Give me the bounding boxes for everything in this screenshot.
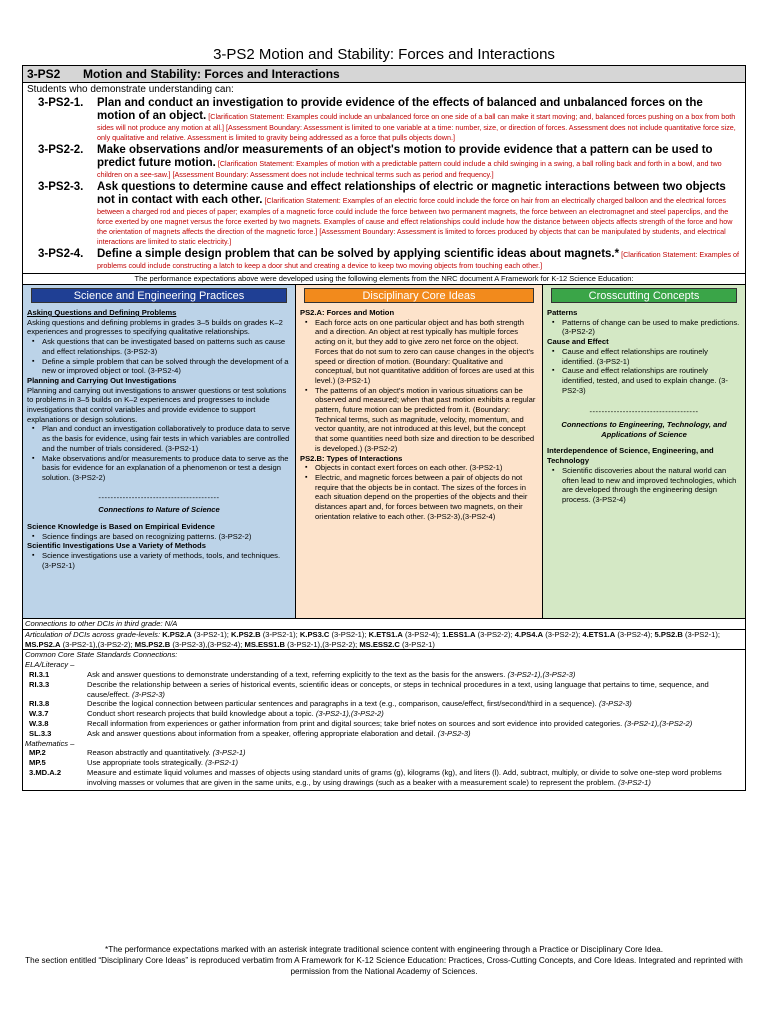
- dci-code: MS.ESS2.C: [359, 639, 400, 649]
- list-item: ▪ Each force acts on one particular object and has both strength and a direction. An object at rest typically has multiple forces acting on it, but they add to give zero net force on the object. Forces that do not sum to zero can cause changes in the object's speed or direction of motion. (Boundary: Qualitative and conceptual, but not quantitative addition of forces are used at this level.) (3-PS2-1): [300, 318, 538, 386]
- ccss-text: Recall information from experiences or gather information from print and digital sources; take brief notes on sources and sort evidence into provided categories.: [87, 718, 623, 728]
- dci-code: 5.PS2.B: [654, 629, 683, 639]
- ccss-standard: [25, 729, 743, 739]
- ccss-code: W.3.8: [29, 718, 49, 728]
- ccss-standard: [25, 719, 743, 729]
- ccss-text: Ask and answer questions about information from a speaker, offering appropriate elaboration and detail.: [87, 728, 436, 738]
- dci-code: 4.PS4.A: [514, 629, 544, 639]
- dci-code: K.PS3.C: [299, 629, 330, 639]
- dci-refs: (3-PS2-1);: [262, 629, 298, 639]
- dci-refs: (3-PS2-1): [402, 639, 435, 649]
- pe-clarification: [Clarification Statement: Examples of an electric force could include the force on hair from an electrically charged balloon and the electrical forces between a charged rod and pieces of paper; examples of a magnetic force could include the force between two permanent magnets, the force between an electromagnet and steel paperclips, and the force exerted by one magnet versus the force exerted by two magnets. Examples of cause and effect relationships could include how the distance between objects affects strength of the force and how the orientation of magnets affects the direction of the magnetic force.] [Assessment Boundary: Assessment is limited to forces produced by objects that can be manipulated by students, and electrical interactions are limited to static electricity.]: [97, 196, 733, 246]
- ccss-code: RI.3.3: [29, 679, 50, 689]
- framework-source-note: The performance expectations above were developed using the following elements from the NRC document A Framework for K-12 Science Education:: [23, 273, 745, 285]
- sep-paragraph: Asking questions and defining problems in grades 3–5 builds on grades K–2 experiences and progresses to specifying qualitative relationships.: [27, 317, 283, 337]
- footer-permission-note: The section entitled “Disciplinary Core Ideas” is reproduced verbatim from A Framework for K-12 Science Education: Practices, Cross-Cutting Concepts, and Core Ideas. Integrated and reprinted with permission from the National Academy of Sciences.: [25, 956, 743, 976]
- divider: ------------------------------------: [589, 407, 699, 417]
- dci-subheading: PS2.A: Forces and Motion: [300, 308, 395, 317]
- ccc-column: [543, 285, 745, 618]
- ccss-standard: [25, 768, 743, 788]
- dci-code: MS.PS2.A: [25, 639, 61, 649]
- ccss-code: 3.MD.A.2: [29, 767, 62, 777]
- ccc-heading: Crosscutting Concepts: [551, 288, 737, 303]
- ccss-ref: (3-PS2-1),(3-PS2-2): [624, 718, 693, 728]
- pe-intro: Students who demonstrate understanding can:: [27, 84, 234, 95]
- ccss-math-label: Mathematics –: [25, 738, 75, 748]
- ccc-subheading: Patterns: [547, 308, 578, 317]
- performance-expectation: [27, 97, 739, 143]
- ccss-code: W.3.7: [29, 709, 49, 719]
- dci-refs: (3-PS2-4);: [404, 629, 441, 639]
- dci-code: MS.PS2.B: [134, 639, 171, 649]
- dci-subheading: PS2.B: Types of Interactions: [300, 453, 403, 463]
- sep-heading: Science and Engineering Practices: [31, 288, 287, 303]
- ccss-connections: [23, 650, 745, 789]
- sep-column: [23, 285, 296, 618]
- list-item: ▪ Science findings are based on recognizing patterns. (3-PS2-2): [27, 532, 291, 542]
- dci-refs: (3-PS2-1);: [684, 629, 720, 639]
- dci-refs: (3-PS2-1),(3-PS2-2);: [62, 639, 133, 649]
- foundation-boxes: [23, 285, 745, 619]
- ccss-text: Conduct short research projects that build knowledge about a topic.: [87, 709, 314, 719]
- ccss-ela-label: ELA/Literacy –: [25, 660, 75, 670]
- ccss-text: Ask and answer questions to demonstrate understanding of a text, referring explicitly to the text as the basis for the answers.: [87, 669, 506, 679]
- ccss-ref: (3-PS2-1): [205, 758, 238, 768]
- standard-code: 3-PS2: [27, 67, 61, 81]
- dci-refs: (3-PS2-2);: [545, 629, 581, 639]
- dci-code: 4.ETS1.A: [582, 629, 616, 639]
- ccss-text: Reason abstractly and quantitatively.: [87, 748, 211, 758]
- ccss-ref: (3-PS2-1): [618, 777, 651, 787]
- list-item: ▪ Scientific discoveries about the natural world can often lead to new and improved technologies, which are developed through the engineering design process. (3-PS2-4): [547, 466, 741, 505]
- list-item: ▪ Ask questions that can be investigated based on patterns such as cause and effect relationships. (3-PS2-3): [27, 337, 291, 356]
- dci-heading: Disciplinary Core Ideas: [304, 288, 534, 303]
- pe-body: [97, 248, 739, 271]
- pe-clarification: [Clarification Statement: Examples of problems could include constructing a latch to keep a door shut and creating a device to keep two moving objects from touching each other.]: [97, 250, 739, 270]
- dci-refs: (3-PS2-4);: [617, 629, 653, 639]
- ccss-code: MP.2: [29, 748, 46, 758]
- ccc-subheading: Cause and Effect: [547, 337, 609, 347]
- ccss-ref: (3-PS2-3): [132, 689, 165, 699]
- sep-subheading: Asking Questions and Defining Problems: [27, 308, 177, 317]
- divider: ----------------------------------------: [98, 492, 220, 502]
- performance-expectation: [27, 181, 739, 247]
- ccss-ref: (3-PS2-3): [598, 699, 632, 709]
- ccss-code: RI.3.8: [29, 699, 50, 709]
- articulation-row: [23, 630, 745, 651]
- connections-heading: Connections to Engineering, Technology, and Applications of Science: [561, 420, 727, 439]
- sep-subheading: Planning and Carrying Out Investigations: [27, 375, 177, 385]
- ccss-text: Measure and estimate liquid volumes and masses of objects using standard units of grams (g), kilograms (kg), and liters (l). Add, subtract, multiply, or divide to solve one-step word problems involving masses or volumes that are given in the same units, e.g., by using drawings (such as a beaker with a measurement scale) to represent the problem.: [87, 767, 722, 787]
- sep-subheading: Scientific Investigations Use a Variety of Methods: [27, 541, 206, 551]
- standards-table: [22, 65, 746, 791]
- list-item: ▪ Electric, and magnetic forces between a pair of objects do not require that the objects be in contact. The sizes of the forces in each situation depend on the properties of the objects and their distances apart and, for forces between two magnets, on their orientation relative to each other. (3-PS2-3),(3-PS2-4): [300, 473, 538, 522]
- dci-refs: (3-PS2-1);: [331, 629, 367, 639]
- ccss-standard: [25, 758, 743, 768]
- ccss-ref: (3-PS2-1): [212, 748, 246, 758]
- sep-subheading: Science Knowledge is Based on Empirical Evidence: [27, 522, 215, 532]
- ccss-text: Use appropriate tools strategically.: [87, 758, 203, 768]
- standard-header: [23, 66, 745, 83]
- dci-code: K.PS2.B: [231, 629, 261, 639]
- pe-statement: Ask questions to determine cause and effect relationships of electric or magnetic interactions between two objects not in contact with each other.: [97, 181, 726, 206]
- ccss-text: Describe the relationship between a series of historical events, scientific ideas or concepts, or steps in technical procedures in a text, using language that pertains to time, sequence, and cause/effect.: [87, 679, 709, 699]
- pe-code: 3-PS2-2.: [38, 144, 84, 156]
- ccss-code: MP.5: [29, 758, 46, 768]
- sep-paragraph: Planning and carrying out investigations to answer questions or test solutions to problems in 3–5 builds on K–2 experiences and progresses to include investigations that control variables and provide evidence to support explanations or design solutions.: [27, 385, 287, 424]
- connections-heading: Connections to Nature of Science: [98, 505, 220, 515]
- ccss-text: Describe the logical connection between particular sentences and paragraphs in a text (e.g., comparison, cause/effect, first/second/third in a sequence).: [87, 699, 597, 709]
- ccss-standard: [25, 709, 743, 719]
- list-item: ▪ Plan and conduct an investigation collaboratively to produce data to serve as the basis for evidence, using fair tests in which variables are controlled and the number of trials considered. (3-PS2-1): [27, 424, 291, 453]
- pe-statement: Plan and conduct an investigation to provide evidence of the effects of balanced and unbalanced forces on the motion of an object.: [97, 97, 703, 122]
- ccss-code: SL.3.3: [29, 728, 52, 738]
- pe-code: 3-PS2-3.: [38, 181, 84, 193]
- performance-expectation: [27, 144, 739, 180]
- pe-clarification: [Clarification Statement: Examples of motion with a predictable pattern could include a child swinging in a swing, a ball rolling back and forth in a bowl, and two children on a see-saw.] [Assessment Boundary: Assessment does not include technical terms such as period and frequency.]: [97, 159, 722, 179]
- list-item: ▪ The patterns of an object's motion in various situations can be observed and measured; when that past motion exhibits a regular pattern, future motion can be predicted from it. (Boundary: Technical terms, such as magnitude, velocity, momentum, and vector quantity, are not introduced at this level, but the concept that some quantities need both size and direction to be described is developed.) (3-PS2-2): [300, 386, 538, 454]
- list-item: ▪ Patterns of change can be used to make predictions. (3-PS2-2): [547, 318, 741, 337]
- ccss-ref: (3-PS2-1),(3-PS2-2): [315, 709, 384, 719]
- ccc-subheading: Interdependence of Science, Engineering, and Technology: [547, 446, 714, 466]
- ccss-code: RI.3.1: [29, 669, 50, 679]
- ccss-standard: [25, 670, 743, 680]
- ccss-title: Common Core State Standards Connections:: [25, 650, 178, 660]
- pe-code: 3-PS2-1.: [38, 97, 84, 109]
- ccss-ref: (3-PS2-1),(3-PS2-3): [507, 669, 576, 679]
- dci-code: MS.ESS1.B: [244, 639, 286, 649]
- pe-code: 3-PS2-4.: [38, 248, 84, 260]
- dci-refs: (3-PS2-1),(3-PS2-2);: [287, 639, 358, 649]
- pe-clarification: [Clarification Statement: Examples could include an unbalanced force on one side of a ball can make it start moving; and, balanced forces pushing on a box from both sides will not produce any motion at all.] [Assessment Boundary: Assessment is limited to one variable at a time: number, size, or direction of forces. Assessment does not include quantitative force size, only qualitative and relative. Assessment is limited to gravity being addressed as a force that pulls objects down.]: [97, 112, 736, 142]
- pe-statement: Make observations and/or measurements of an object's motion to provide evidence that a pattern can be used to predict future motion.: [97, 144, 713, 169]
- pe-statement: Define a simple design problem that can be solved by applying scientific ideas about magnets.*: [97, 248, 620, 260]
- list-item: ▪ Make observations and/or measurements to produce data to serve as the basis for evidence for an explanation of a phenomenon or test a design solution. (3-PS2-2): [27, 454, 291, 483]
- dci-code: K.ETS1.A: [368, 629, 403, 639]
- ccss-standard: [25, 680, 743, 700]
- articulation-label: Articulation of DCIs across grade-levels:: [25, 629, 161, 639]
- pe-body: [97, 181, 739, 247]
- connections-other-dcis: Connections to other DCIs in third grade: N/A: [23, 619, 745, 630]
- list-item: ▪ Cause and effect relationships are routinely identified. (3-PS2-1): [547, 347, 741, 366]
- footer-notes: [20, 944, 748, 977]
- pe-body: [97, 144, 739, 180]
- list-item: ▪ Science investigations use a variety of methods, tools, and techniques. (3-PS2-1): [27, 551, 291, 570]
- ccss-standard: [25, 748, 743, 758]
- standard-title: Motion and Stability: Forces and Interactions: [83, 67, 340, 81]
- dci-refs: (3-PS2-3),(3-PS2-4);: [172, 639, 243, 649]
- list-item: ▪ Objects in contact exert forces on each other. (3-PS2-1): [300, 463, 538, 473]
- performance-expectations: [23, 83, 745, 273]
- dci-column: [296, 285, 543, 618]
- ccss-ref: (3-PS2-3): [437, 728, 471, 738]
- page-title: 3-PS2 Motion and Stability: Forces and Interactions: [213, 46, 555, 63]
- performance-expectation: [27, 248, 739, 271]
- dci-code: K.PS2.A: [162, 629, 192, 639]
- ccss-standard: [25, 699, 743, 709]
- dci-code: 1.ESS1.A: [442, 629, 476, 639]
- list-item: ▪ Define a simple problem that can be solved through the development of a new or improved object or tool. (3-PS2-4): [27, 357, 291, 376]
- dci-refs: (3-PS2-2);: [477, 629, 513, 639]
- dci-refs: (3-PS2-1);: [193, 629, 229, 639]
- footer-asterisk-note: *The performance expectations marked with an asterisk integrate traditional science content with engineering through a Practice or Disciplinary Core Idea.: [105, 945, 663, 954]
- list-item: ▪ Cause and effect relationships are routinely identified, tested, and used to explain change. (3-PS2-3): [547, 366, 741, 395]
- pe-body: [97, 97, 739, 143]
